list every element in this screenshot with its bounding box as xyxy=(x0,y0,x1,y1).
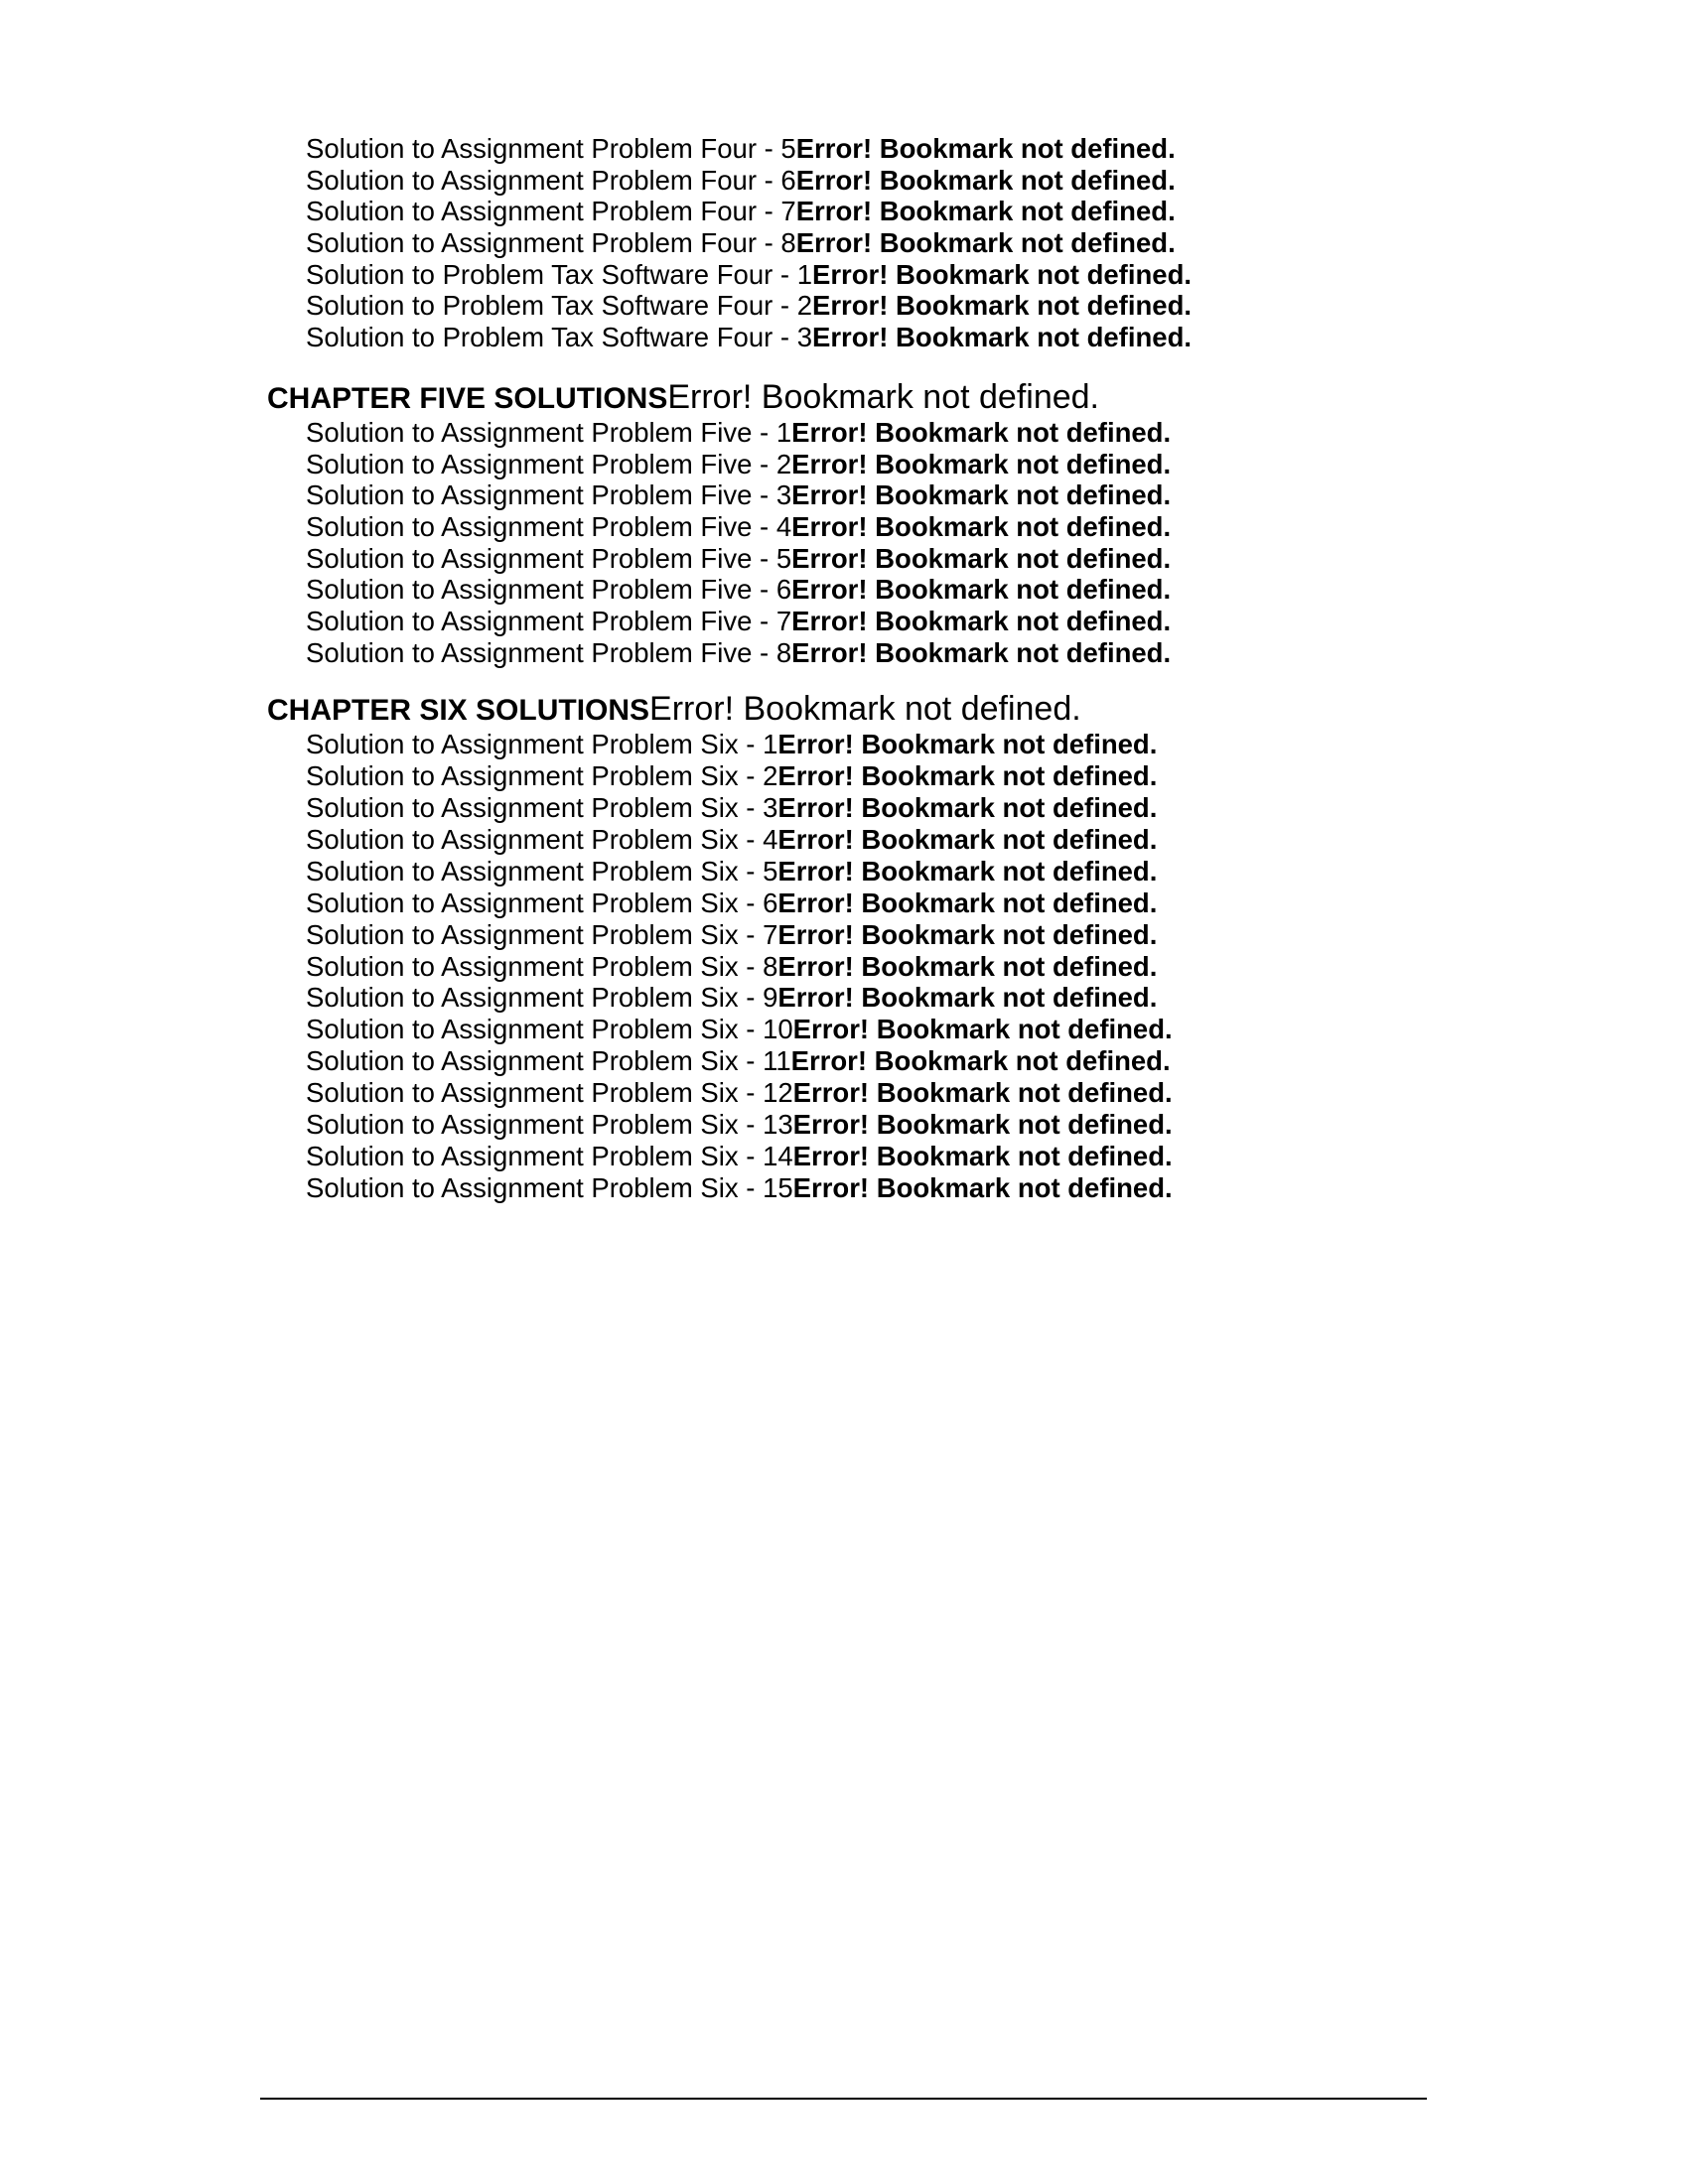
toc-entry-page-ref: Error! Bookmark not defined. xyxy=(791,510,1172,542)
toc-entry[interactable] xyxy=(0,729,1688,760)
toc-entry-page-ref: Error! Bookmark not defined. xyxy=(795,196,1176,227)
toc-entry-page-ref: Error! Bookmark not defined. xyxy=(792,1109,1173,1140)
toc-entry[interactable] xyxy=(0,1077,1688,1109)
toc-entry[interactable] xyxy=(0,951,1688,983)
toc-entry[interactable] xyxy=(0,449,1688,480)
toc-entry-title: Solution to Problem Tax Software Four - 3 xyxy=(306,322,813,353)
toc-entry[interactable] xyxy=(0,574,1688,606)
toc-entry-title: Solution to Assignment Problem Five - 3 xyxy=(306,479,792,511)
toc-entry[interactable] xyxy=(0,259,1688,291)
toc-entry-title: Solution to Assignment Problem Five - 8 xyxy=(306,636,792,668)
toc-entry-page-ref: Error! Bookmark not defined. xyxy=(812,322,1193,353)
toc-entry[interactable] xyxy=(0,1172,1688,1204)
toc-entry-page-ref: Error! Bookmark not defined. xyxy=(777,792,1158,824)
toc-entry[interactable] xyxy=(0,1141,1688,1172)
toc-entry-title: Solution to Assignment Problem Six - 4 xyxy=(306,823,778,855)
toc-entry-page-ref: Error! Bookmark not defined. xyxy=(777,950,1158,982)
toc-entry[interactable] xyxy=(0,637,1688,669)
toc-entry-page-ref: Error! Bookmark not defined. xyxy=(791,542,1172,574)
toc-entry-page-ref: Error! Bookmark not defined. xyxy=(795,227,1176,259)
toc-entry-page-ref: Error! Bookmark not defined. xyxy=(812,290,1193,322)
toc-entry[interactable] xyxy=(0,322,1688,353)
toc-entry-page-ref: Error! Bookmark not defined. xyxy=(792,1171,1173,1203)
toc-entry-title: Solution to Assignment Problem Four - 5 xyxy=(306,133,796,164)
toc-entry-title: Solution to Assignment Problem Four - 6 xyxy=(306,164,796,196)
toc-entry-page-ref: Error! Bookmark not defined. xyxy=(791,479,1172,511)
toc-entry-title: Solution to Assignment Problem Five - 1 xyxy=(306,416,792,448)
toc-entry-page-ref: Error! Bookmark not defined. xyxy=(791,574,1172,606)
toc-entry-page-ref: Error! Bookmark not defined. xyxy=(777,823,1158,855)
toc-entry[interactable] xyxy=(0,982,1688,1014)
toc-entry-title: Solution to Problem Tax Software Four - 1 xyxy=(306,258,813,290)
toc-entry-title: Solution to Problem Tax Software Four - 2 xyxy=(306,290,813,322)
toc-chapter-heading[interactable] xyxy=(0,691,1688,729)
table-of-contents xyxy=(0,133,1688,1204)
toc-entry-title: Solution to Assignment Problem Six - 2 xyxy=(306,760,778,792)
toc-entry-title: Solution to Assignment Problem Five - 2 xyxy=(306,448,792,479)
toc-entry-title: Solution to Assignment Problem Six - 3 xyxy=(306,792,778,824)
toc-entry[interactable] xyxy=(0,290,1688,322)
toc-entry[interactable] xyxy=(0,133,1688,165)
toc-entry-page-ref: Error! Bookmark not defined. xyxy=(792,1014,1173,1045)
toc-entry-title: Solution to Assignment Problem Six - 7 xyxy=(306,918,778,950)
toc-entry-title: Solution to Assignment Problem Six - 10 xyxy=(306,1014,793,1045)
chapter-heading-page-ref: Error! Bookmark not defined. xyxy=(667,377,1100,416)
toc-entry[interactable] xyxy=(0,919,1688,951)
toc-entry[interactable] xyxy=(0,196,1688,227)
toc-entry-page-ref: Error! Bookmark not defined. xyxy=(791,605,1172,636)
toc-entry[interactable] xyxy=(0,856,1688,887)
toc-entry[interactable] xyxy=(0,479,1688,511)
toc-entry-title: Solution to Assignment Problem Five - 7 xyxy=(306,605,792,636)
toc-entry-title: Solution to Assignment Problem Six - 8 xyxy=(306,950,778,982)
toc-entry-page-ref: Error! Bookmark not defined. xyxy=(792,1077,1173,1109)
toc-entry-page-ref: Error! Bookmark not defined. xyxy=(791,416,1172,448)
toc-entry[interactable] xyxy=(0,417,1688,449)
toc-entry-title: Solution to Assignment Problem Six - 15 xyxy=(306,1171,793,1203)
toc-entry-page-ref: Error! Bookmark not defined. xyxy=(791,448,1172,479)
toc-entry[interactable] xyxy=(0,227,1688,259)
toc-section-chapter-four xyxy=(0,133,1688,353)
toc-entry-title: Solution to Assignment Problem Four - 7 xyxy=(306,196,796,227)
chapter-heading-title: CHAPTER SIX SOLUTIONS xyxy=(267,694,650,728)
chapter-heading-title: CHAPTER FIVE SOLUTIONS xyxy=(267,381,668,415)
toc-entry[interactable] xyxy=(0,606,1688,637)
toc-entry-page-ref: Error! Bookmark not defined. xyxy=(791,636,1172,668)
toc-entry-page-ref: Error! Bookmark not defined. xyxy=(777,918,1158,950)
toc-chapter-heading[interactable] xyxy=(0,379,1688,417)
toc-entry[interactable] xyxy=(0,1014,1688,1045)
toc-entry-page-ref: Error! Bookmark not defined. xyxy=(792,1140,1173,1171)
toc-entry-title: Solution to Assignment Problem Five - 6 xyxy=(306,574,792,606)
toc-entry-page-ref: Error! Bookmark not defined. xyxy=(795,133,1176,164)
toc-entry-title: Solution to Assignment Problem Five - 5 xyxy=(306,542,792,574)
toc-entry[interactable] xyxy=(0,792,1688,824)
toc-entry[interactable] xyxy=(0,1045,1688,1077)
toc-entry-title: Solution to Assignment Problem Four - 8 xyxy=(306,227,796,259)
toc-entry-page-ref: Error! Bookmark not defined. xyxy=(777,760,1158,792)
toc-entry-page-ref: Error! Bookmark not defined. xyxy=(777,887,1158,918)
toc-entry-title: Solution to Assignment Problem Six - 14 xyxy=(306,1140,793,1171)
toc-entry[interactable] xyxy=(0,887,1688,919)
chapter-heading-page-ref: Error! Bookmark not defined. xyxy=(649,690,1081,729)
toc-entry-page-ref: Error! Bookmark not defined. xyxy=(812,258,1193,290)
toc-section-chapter-six xyxy=(0,691,1688,1203)
toc-entry-title: Solution to Assignment Problem Six - 5 xyxy=(306,855,778,887)
toc-entry[interactable] xyxy=(0,165,1688,197)
toc-section-chapter-five xyxy=(0,379,1688,669)
toc-entry-page-ref: Error! Bookmark not defined. xyxy=(777,982,1158,1014)
toc-entry-title: Solution to Assignment Problem Six - 12 xyxy=(306,1077,793,1109)
toc-entry[interactable] xyxy=(0,824,1688,856)
toc-entry-page-ref: Error! Bookmark not defined. xyxy=(777,855,1158,887)
toc-entry-title: Solution to Assignment Problem Six - 11 xyxy=(306,1045,791,1077)
footer-divider xyxy=(260,2098,1427,2100)
toc-entry-title: Solution to Assignment Problem Six - 13 xyxy=(306,1109,793,1140)
toc-entry[interactable] xyxy=(0,543,1688,575)
toc-entry-title: Solution to Assignment Problem Six - 6 xyxy=(306,887,778,918)
toc-entry-page-ref: Error! Bookmark not defined. xyxy=(790,1045,1171,1077)
toc-entry-title: Solution to Assignment Problem Six - 1 xyxy=(306,729,778,760)
toc-entry-page-ref: Error! Bookmark not defined. xyxy=(777,729,1158,760)
toc-entry-page-ref: Error! Bookmark not defined. xyxy=(795,164,1176,196)
toc-entry[interactable] xyxy=(0,1109,1688,1141)
toc-entry[interactable] xyxy=(0,760,1688,792)
toc-entry[interactable] xyxy=(0,511,1688,543)
toc-entry-title: Solution to Assignment Problem Six - 9 xyxy=(306,982,778,1014)
toc-entry-title: Solution to Assignment Problem Five - 4 xyxy=(306,510,792,542)
